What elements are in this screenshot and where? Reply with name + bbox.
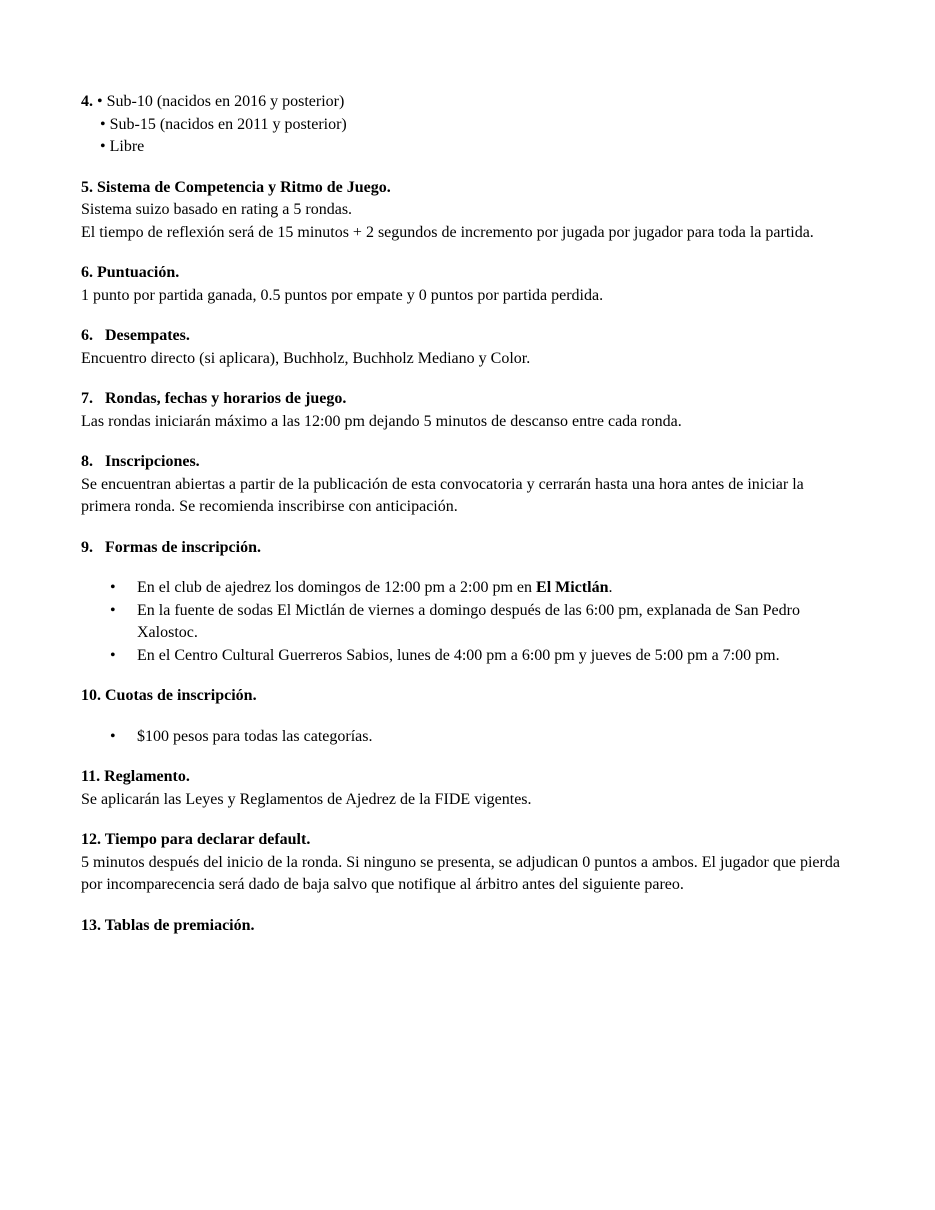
category-line-1	[81, 91, 856, 114]
section-registrations	[81, 451, 856, 519]
section-title: 10. Cuotas de inscripción.	[81, 687, 257, 704]
paragraph: El tiempo de reflexión será de 15 minutos + 2 segundos de incremento por jugada por jugador para toda la partida.	[81, 223, 814, 241]
list-item	[81, 726, 856, 749]
paragraph: Se aplicarán las Leyes y Reglamentos de Ajedrez de la FIDE vigentes.	[81, 790, 532, 808]
item-text: $100 pesos para todas las categorías.	[137, 727, 373, 745]
item-text: En el club de ajedrez los domingos de 12:00 pm a 2:00 pm en	[137, 579, 537, 596]
section-title: 6. Desempates.	[81, 327, 190, 344]
registration-methods-list	[81, 577, 856, 667]
section-competition-system	[81, 177, 856, 245]
section-title: 11. Reglamento.	[81, 768, 190, 785]
section-number: 4.	[81, 93, 93, 110]
section-title: 5. Sistema de Competencia y Ritmo de Juego.	[81, 178, 391, 196]
item-text: En la fuente de sodas El Mictlán de viernes a domingo después de las 6:00 pm, explanada de San Pedro Xalostoc.	[137, 601, 800, 641]
list-item	[81, 577, 856, 600]
section-prize-tables	[81, 915, 856, 938]
section-fees	[81, 685, 856, 748]
section-scoring	[81, 262, 856, 307]
section-title: 8. Inscripciones.	[81, 453, 200, 470]
category-libre: • Libre	[100, 138, 145, 155]
section-title: 12. Tiempo para declarar default.	[81, 831, 311, 848]
section-title: 6. Puntuación.	[81, 264, 180, 281]
bullet-icon: •	[110, 727, 116, 745]
category-sub10: • Sub-10 (nacidos en 2016 y posterior)	[97, 93, 345, 110]
list-item	[81, 645, 856, 668]
paragraph: 5 minutos después del inicio de la ronda. Si ninguno se presenta, se adjudican 0 puntos a ambos. El jugador que pierda por incomparecencia será dado de baja salvo que notifique al árbitro antes del siguiente pareo.	[81, 853, 840, 893]
section-title: 13. Tablas de premiación.	[81, 916, 255, 934]
section-rules	[81, 766, 856, 811]
section-title: 9. Formas de inscripción.	[81, 538, 261, 556]
section-categories	[81, 91, 856, 159]
paragraph: Sistema suizo basado en rating a 5 rondas.	[81, 201, 353, 218]
bullet-icon: •	[110, 601, 116, 619]
section-rounds-schedule	[81, 388, 856, 433]
paragraph: Las rondas iniciarán máximo a las 12:00 pm dejando 5 minutos de descanso entre cada ronda.	[81, 412, 682, 430]
section-title: 7. Rondas, fechas y horarios de juego.	[81, 390, 347, 407]
section-default-time	[81, 829, 856, 897]
list-item	[81, 600, 856, 645]
document-body	[81, 91, 856, 955]
item-text: .	[608, 579, 613, 596]
paragraph: 1 punto por partida ganada, 0.5 puntos por empate y 0 puntos por partida perdida.	[81, 286, 604, 304]
venue-name: El Mictlán	[536, 579, 609, 596]
fees-list	[81, 726, 856, 749]
paragraph: Se encuentran abiertas a partir de la publicación de esta convocatoria y cerrarán hasta una hora antes de iniciar la primera ronda. Se recomienda inscribirse con anticipación.	[81, 475, 804, 515]
bullet-icon: •	[110, 646, 116, 664]
category-sub15: • Sub-15 (nacidos en 2011 y posterior)	[100, 115, 347, 133]
section-tiebreaks	[81, 325, 856, 370]
bullet-icon: •	[110, 579, 116, 596]
item-text: En el Centro Cultural Guerreros Sabios, lunes de 4:00 pm a 6:00 pm y jueves de 5:00 pm a 7:00 pm.	[137, 646, 780, 664]
section-registration-methods	[81, 537, 856, 668]
paragraph: Encuentro directo (si aplicara), Buchholz, Buchholz Mediano y Color.	[81, 349, 531, 367]
